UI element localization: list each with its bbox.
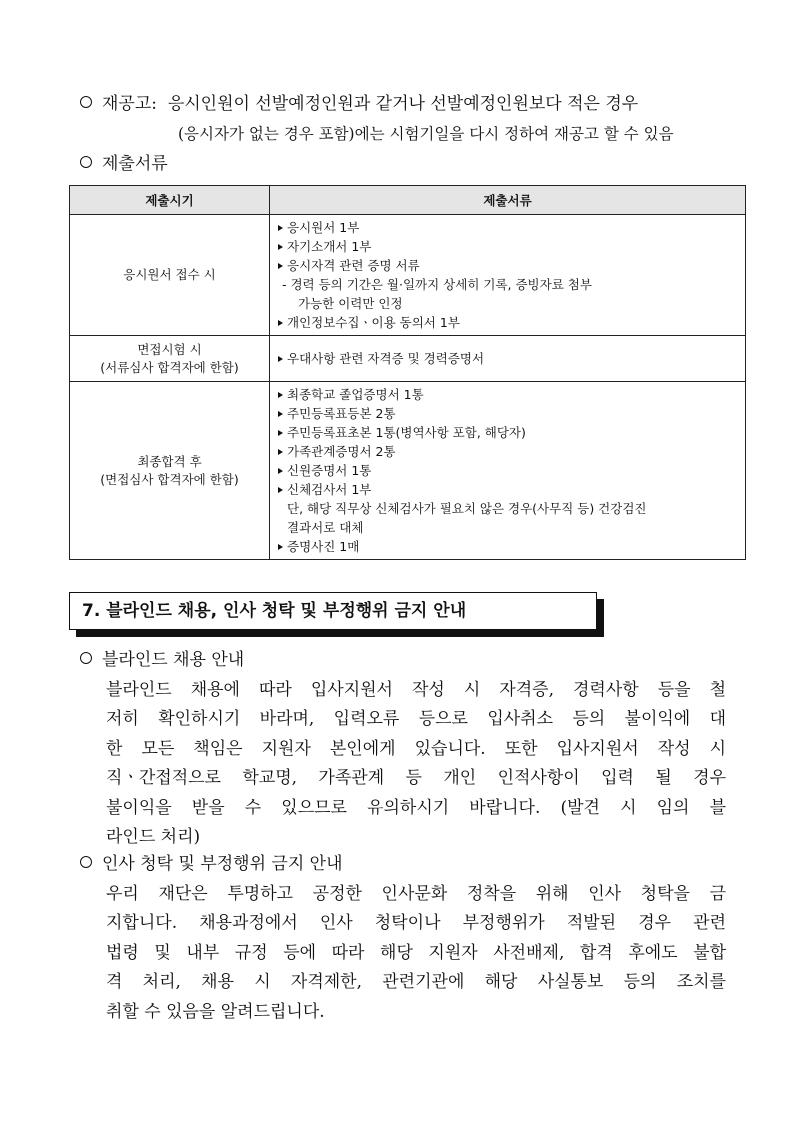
doc-item-text: 주민등록표등본 2통: [287, 406, 396, 421]
doc-item-text: 가족관계증명서 2통: [287, 444, 396, 459]
timing-text: (면접심사 합격자에 한함): [100, 471, 239, 487]
triangle-bullet-icon: [278, 320, 283, 326]
doc-item: [278, 313, 741, 332]
doc-item: [278, 294, 741, 313]
doc-item: [278, 480, 741, 499]
triangle-bullet-icon: [278, 244, 283, 250]
circle-bullet-icon: [80, 856, 92, 868]
doc-item: [278, 499, 741, 518]
paragraph-line: 취할 수 있음을 알려드립니다.: [106, 1001, 325, 1022]
doc-item-text: 개인정보수집ㆍ이용 동의서 1부: [287, 315, 460, 330]
doc-item: [278, 461, 741, 480]
doc-item: [278, 404, 741, 423]
paragraph-line: 한 모든 책임은 지원자 본인에게 있습니다. 또한 입사지원서 작성 시: [106, 738, 726, 759]
doc-item-text: 자기소개서 1부: [287, 239, 372, 254]
paragraph-line: 저히 확인하시기 바라며, 입력오류 등으로 입사취소 등의 불이익에 대: [106, 709, 726, 730]
table-header-row: [70, 186, 746, 215]
required-docs-cell: [270, 215, 746, 336]
paragraph-line: 격 처리, 채용 시 자격제한, 관련기관에 해당 사실통보 등의 조치를: [106, 972, 726, 993]
doc-item-text: 가능한 이력만 인정: [298, 296, 403, 311]
solicit-paragraph: [106, 880, 726, 1027]
doc-item-text: 주민등록표초본 1통(병역사항 포함, 해당자): [287, 425, 526, 440]
submission-docs-table: [69, 185, 746, 560]
doc-item-text: 응시원서 1부: [287, 220, 360, 235]
doc-item-text: - 경력 등의 기간은 월·일까지 상세히 기록, 증빙자료 첨부: [282, 277, 592, 292]
circle-bullet-icon: [80, 652, 92, 664]
triangle-bullet-icon: [278, 392, 283, 398]
doc-item: [278, 518, 741, 537]
submission-timing-cell: [70, 336, 270, 382]
triangle-bullet-icon: [278, 468, 283, 474]
header-docs: 제출서류: [270, 186, 746, 215]
doc-item-text: 신체검사서 1부: [287, 482, 372, 497]
triangle-bullet-icon: [278, 449, 283, 455]
paragraph-line: 블라인드 채용에 따라 입사지원서 작성 시 자격증, 경력사항 등을 철: [106, 680, 726, 700]
required-docs-cell: [270, 382, 746, 560]
triangle-bullet-icon: [278, 263, 283, 269]
doc-item-text: 신원증명서 1통: [287, 463, 372, 478]
blind-paragraph: [106, 676, 726, 852]
reannounce-label: 재공고:: [102, 94, 157, 114]
triangle-bullet-icon: [278, 544, 283, 550]
table-row: [70, 215, 746, 336]
paragraph-line: 법령 및 내부 규정 등에 따라 해당 지원자 사전배제, 합격 후에도 불합: [106, 942, 726, 963]
solicit-heading: 인사 청탁 및 부정행위 금지 안내: [102, 854, 343, 874]
doc-item: [278, 349, 741, 368]
paragraph-line: 직ㆍ간접적으로 학교명, 가족관계 등 개인 인적사항이 입력 될 경우: [106, 768, 726, 789]
triangle-bullet-icon: [278, 356, 283, 362]
doc-item: [278, 442, 741, 461]
required-docs-cell: [270, 336, 746, 382]
doc-item-text: 응시자격 관련 증명 서류: [287, 258, 420, 273]
docs-heading: 제출서류: [102, 154, 168, 174]
header-when: 제출시기: [70, 186, 270, 215]
solicit-heading-line: [80, 852, 343, 876]
doc-item: [278, 256, 741, 275]
reannounce-text: 응시인원이 선발예정인원과 같거나 선발예정인원보다 적은 경우: [167, 94, 639, 114]
paragraph-line: 불이익을 받을 수 있으므로 유의하시기 바랍니다. (발견 시 임의 블: [106, 797, 726, 818]
doc-item-text: 결과서로 대체: [287, 520, 364, 535]
timing-text: 응시원서 접수 시: [123, 267, 216, 282]
doc-item: [278, 218, 741, 237]
section-7-heading-box: [69, 592, 597, 630]
doc-item-text: 증명사진 1매: [287, 539, 360, 554]
blind-heading: 블라인드 채용 안내: [102, 650, 245, 670]
timing-text: 면접시험 시: [137, 341, 202, 357]
triangle-bullet-icon: [278, 430, 283, 436]
timing-text: (서류심사 합격자에 한함): [100, 359, 239, 375]
doc-item-text: 우대사항 관련 자격증 및 경력증명서: [287, 351, 485, 366]
triangle-bullet-icon: [278, 225, 283, 231]
doc-item: [278, 423, 741, 442]
circle-bullet-icon: [80, 96, 92, 108]
triangle-bullet-icon: [278, 487, 283, 493]
doc-item-text: 최종학교 졸업증명서 1통: [287, 387, 424, 402]
paragraph-line: 라인드 처리): [106, 826, 201, 847]
triangle-bullet-icon: [278, 411, 283, 417]
table-row: [70, 336, 746, 382]
timing-text: 최종합격 후: [137, 453, 202, 469]
blind-heading-line: [80, 648, 244, 672]
paragraph-line: 우리 재단은 투명하고 공정한 인사문화 정착을 위해 인사 청탁을 금: [106, 884, 726, 904]
doc-item: [278, 385, 741, 404]
reannounce-line: [80, 92, 638, 116]
doc-item: [278, 537, 741, 556]
submission-timing-cell: [70, 382, 270, 560]
doc-item: [278, 275, 741, 294]
submission-timing-cell: [70, 215, 270, 336]
docs-heading-line: [80, 152, 168, 176]
paragraph-line: 지합니다. 채용과정에서 인사 청탁이나 부정행위가 적발된 경우 관련: [106, 913, 726, 934]
doc-item-text: 단, 해당 직무상 신체검사가 필요치 않은 경우(사무직 등) 건강검진: [287, 501, 647, 516]
section-7-title: 7. 블라인드 채용, 인사 청탁 및 부정행위 금지 안내: [82, 601, 467, 621]
doc-item: [278, 237, 741, 256]
reannounce-continuation: (응시자가 없는 경우 포함)에는 시험기일을 다시 정하여 재공고 할 수 있음: [178, 125, 674, 143]
circle-bullet-icon: [80, 156, 92, 168]
table-row: [70, 382, 746, 560]
